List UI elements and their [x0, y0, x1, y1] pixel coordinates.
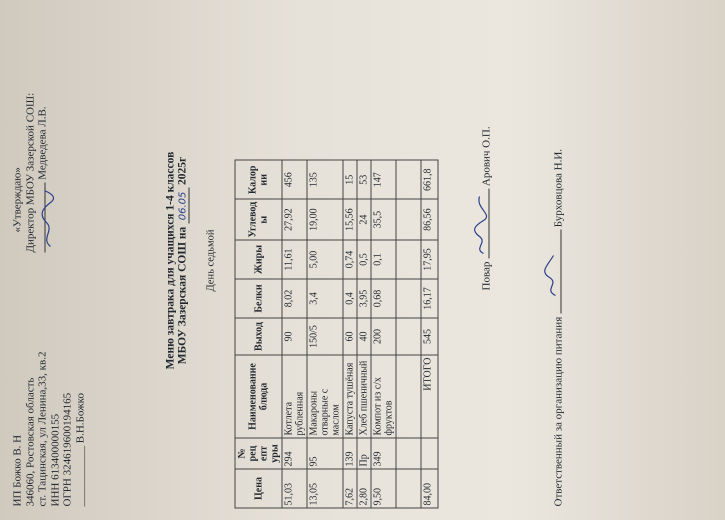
cell-dish: Капуста тушёная	[343, 355, 357, 438]
cook-label: Повар	[480, 261, 493, 291]
cell-calories: 53	[357, 160, 371, 199]
director-title: Директор МБОУ Зазерской СОШ:	[24, 92, 36, 253]
table-row	[307, 160, 343, 508]
responsible-name: Бурховцова Н.И.	[552, 148, 565, 228]
col-output: Выход	[235, 318, 282, 355]
menu-document	[0, 1, 725, 520]
col-dish: Наименование блюда	[235, 355, 282, 438]
total-calories: 661,8	[421, 160, 438, 199]
table-row	[343, 160, 357, 508]
cell-carbs: 15,56	[343, 199, 357, 240]
supplier-line: ст. Тацинская, ул Ленина,33, кв.2	[36, 351, 49, 507]
cell-proteins: 3,95	[357, 279, 371, 318]
cell-recipe: 139	[343, 438, 357, 469]
cell-recipe: 349	[371, 438, 396, 469]
supplier-line: 346060, Ростовская область	[24, 377, 36, 507]
menu-day: День седьмой	[205, 229, 217, 292]
table-row	[371, 160, 396, 508]
cell-price: 2,80	[357, 469, 371, 508]
director-name: Медведева Л.В.	[36, 106, 49, 180]
cell-proteins: 0,68	[371, 279, 396, 318]
cell-price: 7,62	[343, 469, 357, 508]
cell-proteins: 8,02	[282, 279, 307, 318]
approval-block	[12, 93, 50, 253]
cell-dish: Котлета рубленная	[282, 355, 307, 438]
cell-calories: 15	[343, 160, 357, 199]
table-total-row	[421, 160, 438, 508]
supplier-signature-line: ___________ В.Н.Божко	[74, 393, 86, 507]
cell-fats: 11,61	[282, 240, 307, 279]
supplier-line: ИНН 613400000155	[49, 413, 61, 507]
cell-output: 200	[371, 318, 396, 355]
table-row	[357, 160, 371, 508]
cell-output: 60	[343, 318, 357, 355]
total-output: 545	[421, 318, 438, 355]
cell-carbs: 35,5	[371, 199, 396, 240]
menu-table	[235, 160, 439, 509]
cell-carbs: 24	[357, 199, 371, 240]
responsible-label: Ответственный за организацию питания	[552, 316, 565, 507]
total-label: ИТОГО	[421, 355, 438, 438]
cell-recipe: 294	[282, 438, 307, 469]
cook-signature-icon	[472, 193, 490, 257]
menu-title-line1: Меню завтрака для учащихся 1-4 классов	[164, 151, 177, 370]
cell-fats: 5,00	[307, 240, 343, 279]
cell-fats: 0,1	[371, 240, 396, 279]
responsible-signature-icon	[544, 250, 562, 300]
total-price: 84,00	[421, 469, 438, 508]
cell-recipe: Пр	[357, 438, 371, 469]
cook-signature-line	[478, 189, 490, 259]
col-calories: Калор ии	[235, 160, 282, 199]
cell-proteins: 0,4	[343, 279, 357, 318]
responsible-signature-line	[550, 230, 562, 314]
cell-fats: 0,5	[357, 240, 371, 279]
cell-price: 9,50	[371, 469, 396, 508]
cell-output: 40	[357, 318, 371, 355]
approve-label: «Утверждаю»	[11, 167, 24, 233]
cell-output: 90	[282, 318, 307, 355]
supplier-line: ОГРН 324619600194165	[61, 392, 74, 507]
cell-calories: 147	[371, 160, 396, 199]
table-row	[282, 160, 307, 508]
table-row-empty	[396, 160, 421, 508]
cell-price: 13,05	[307, 469, 343, 508]
cell-recipe: 95	[307, 438, 343, 469]
col-recipe: № рец епт уры	[235, 438, 282, 469]
director-signature-icon	[41, 189, 57, 249]
cook-name: Арович О.П.	[480, 126, 493, 187]
cell-dish: Компот из с/х фруктов	[371, 355, 396, 438]
cell-price: 51,03	[282, 469, 307, 508]
director-signature-line	[45, 183, 46, 253]
menu-title-prefix: МБОУ Зазерская СОШ на	[176, 226, 189, 365]
cook-signature	[478, 126, 493, 290]
cell-output: 150/5	[307, 318, 343, 355]
supplier-line: ИП Божко В. Н	[11, 434, 24, 507]
cell-fats: 0,74	[343, 240, 357, 279]
col-fats: Жиры	[235, 240, 282, 279]
col-carbs: Углевод ы	[235, 199, 282, 240]
total-proteins: 16,17	[421, 279, 438, 318]
menu-title-suffix: 2025г	[176, 156, 189, 186]
cell-calories: 135	[307, 160, 343, 199]
cell-carbs: 19,00	[307, 199, 343, 240]
cell-proteins: 3,4	[307, 279, 343, 318]
cell-dish: Макароны отварные с маслом	[307, 355, 343, 438]
total-carbs: 86,56	[421, 199, 438, 240]
col-proteins: Белки	[235, 279, 282, 318]
cell-dish: Хлеб пшеничный	[357, 355, 371, 438]
total-fats: 17,95	[421, 240, 438, 279]
cell-carbs: 27,92	[282, 199, 307, 240]
responsible-signature	[550, 149, 565, 507]
menu-title-line2	[177, 1, 190, 520]
table-header-row	[235, 160, 282, 508]
col-price: Цена	[235, 469, 282, 508]
cell-calories: 456	[282, 160, 307, 199]
supplier-block	[12, 352, 87, 507]
menu-title	[165, 1, 190, 520]
handwritten-date: 06.05	[178, 188, 190, 224]
